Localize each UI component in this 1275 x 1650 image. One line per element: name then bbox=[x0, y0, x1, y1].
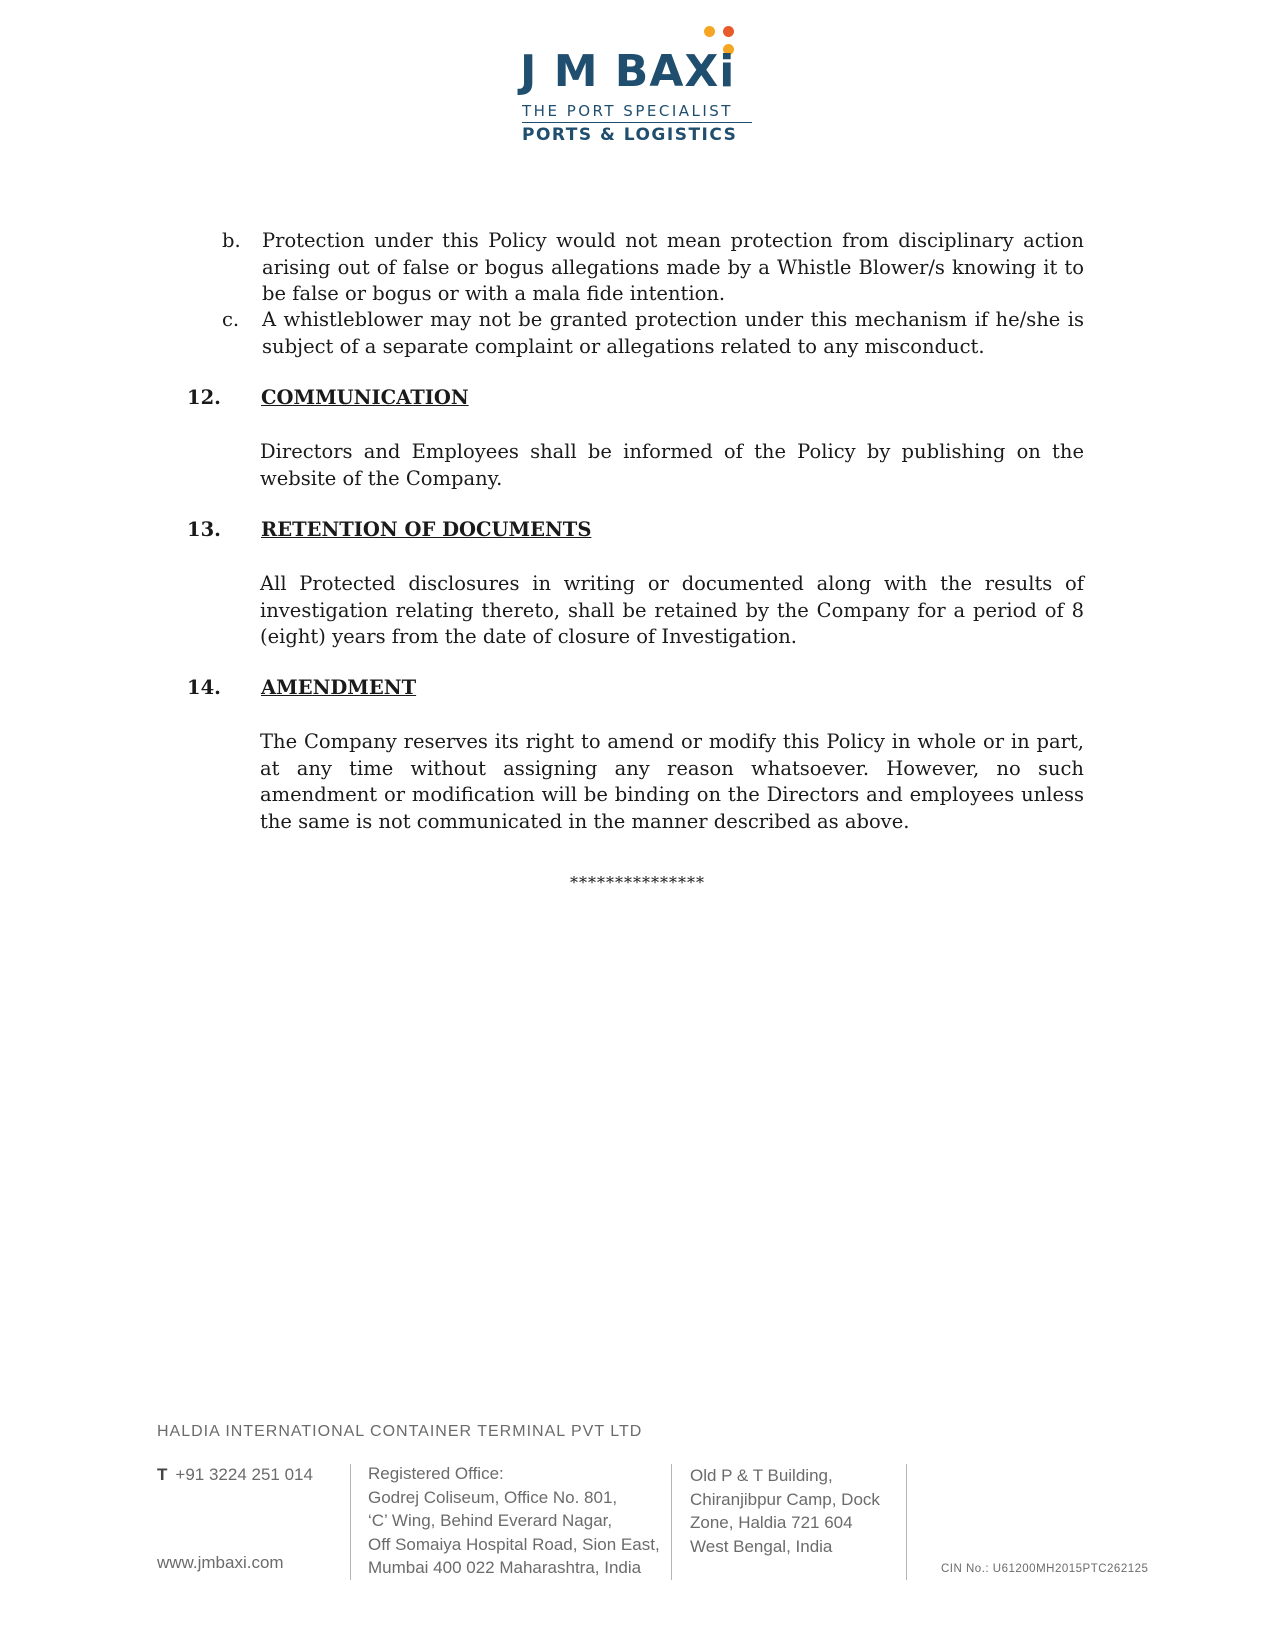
address-line: Chiranjibpur Camp, Dock bbox=[690, 1489, 880, 1509]
address-line: West Bengal, India bbox=[690, 1536, 833, 1556]
section-number: 14. bbox=[187, 676, 221, 699]
registered-office-heading: Registered Office: bbox=[368, 1464, 504, 1483]
logo-dot-2 bbox=[723, 26, 734, 37]
section-body: Directors and Employees shall be informed of the Policy by publishing on the website of the Company. bbox=[260, 440, 1084, 490]
company-logo bbox=[520, 22, 770, 147]
footer-company-name: HALDIA INTERNATIONAL CONTAINER TERMINAL PVT LTD bbox=[157, 1423, 643, 1440]
footer-divider bbox=[671, 1464, 672, 1580]
address-line: ‘C’ Wing, Behind Everard Nagar, bbox=[368, 1511, 613, 1530]
end-of-document-marker: *************** bbox=[570, 873, 705, 892]
list-marker: b. bbox=[222, 229, 241, 252]
address-line: Off Somaiya Hospital Road, Sion East, bbox=[368, 1534, 660, 1554]
footer-phone bbox=[157, 1465, 313, 1485]
phone-label: T bbox=[157, 1465, 168, 1484]
footer-registered-office bbox=[368, 1462, 660, 1580]
address-line: Godrej Coliseum, Office No. 801, bbox=[368, 1487, 618, 1507]
phone-number: +91 3224 251 014 bbox=[175, 1465, 313, 1484]
logo-tagline-1: THE PORT SPECIALIST bbox=[522, 102, 733, 120]
footer-cin: CIN No.: U61200MH2015PTC262125 bbox=[941, 1563, 1149, 1575]
section-body: The Company reserves its right to amend or modify this Policy in whole or in part, at any time without assigning any reason whatsoever. However, no such amendment or modification will be binding on the Directors and employees unless the same is not communicated in the manner described as above. bbox=[260, 730, 1084, 833]
section-title-communication: COMMUNICATION bbox=[261, 386, 469, 409]
footer-divider bbox=[350, 1464, 351, 1580]
list-item-text: A whistleblower may not be granted protection under this mechanism if he/she is subject of a separate complaint or allegations related to any misconduct. bbox=[262, 308, 1084, 358]
section-title-retention: RETENTION OF DOCUMENTS bbox=[261, 518, 592, 541]
logo-divider bbox=[522, 122, 752, 123]
logo-tagline-2: PORTS & LOGISTICS bbox=[522, 125, 738, 145]
section-number: 12. bbox=[187, 386, 221, 409]
address-line: Mumbai 400 022 Maharashtra, India bbox=[368, 1558, 642, 1577]
footer-site-address bbox=[690, 1464, 880, 1558]
address-line: Zone, Haldia 721 604 bbox=[690, 1513, 853, 1532]
section-body: All Protected disclosures in writing or documented along with the results of investigation relating thereto, shall be retained by the Company for a period of 8 (eight) years from the date of closure of Investigation. bbox=[260, 572, 1084, 648]
list-marker: c. bbox=[222, 308, 240, 331]
logo-dot-1 bbox=[704, 26, 715, 37]
list-item-text: Protection under this Policy would not mean protection from disciplinary action arising out of false or bogus allegations made by a Whistle Blower/s knowing it to be false or bogus or with a mala fide intention. bbox=[262, 229, 1084, 305]
address-line: Old P & T Building, bbox=[690, 1466, 833, 1485]
section-number: 13. bbox=[187, 518, 221, 541]
section-title-amendment: AMENDMENT bbox=[261, 676, 417, 699]
logo-brand: J M BAXi bbox=[520, 46, 736, 97]
footer-divider bbox=[906, 1464, 907, 1580]
footer-website[interactable]: www.jmbaxi.com bbox=[157, 1553, 284, 1572]
